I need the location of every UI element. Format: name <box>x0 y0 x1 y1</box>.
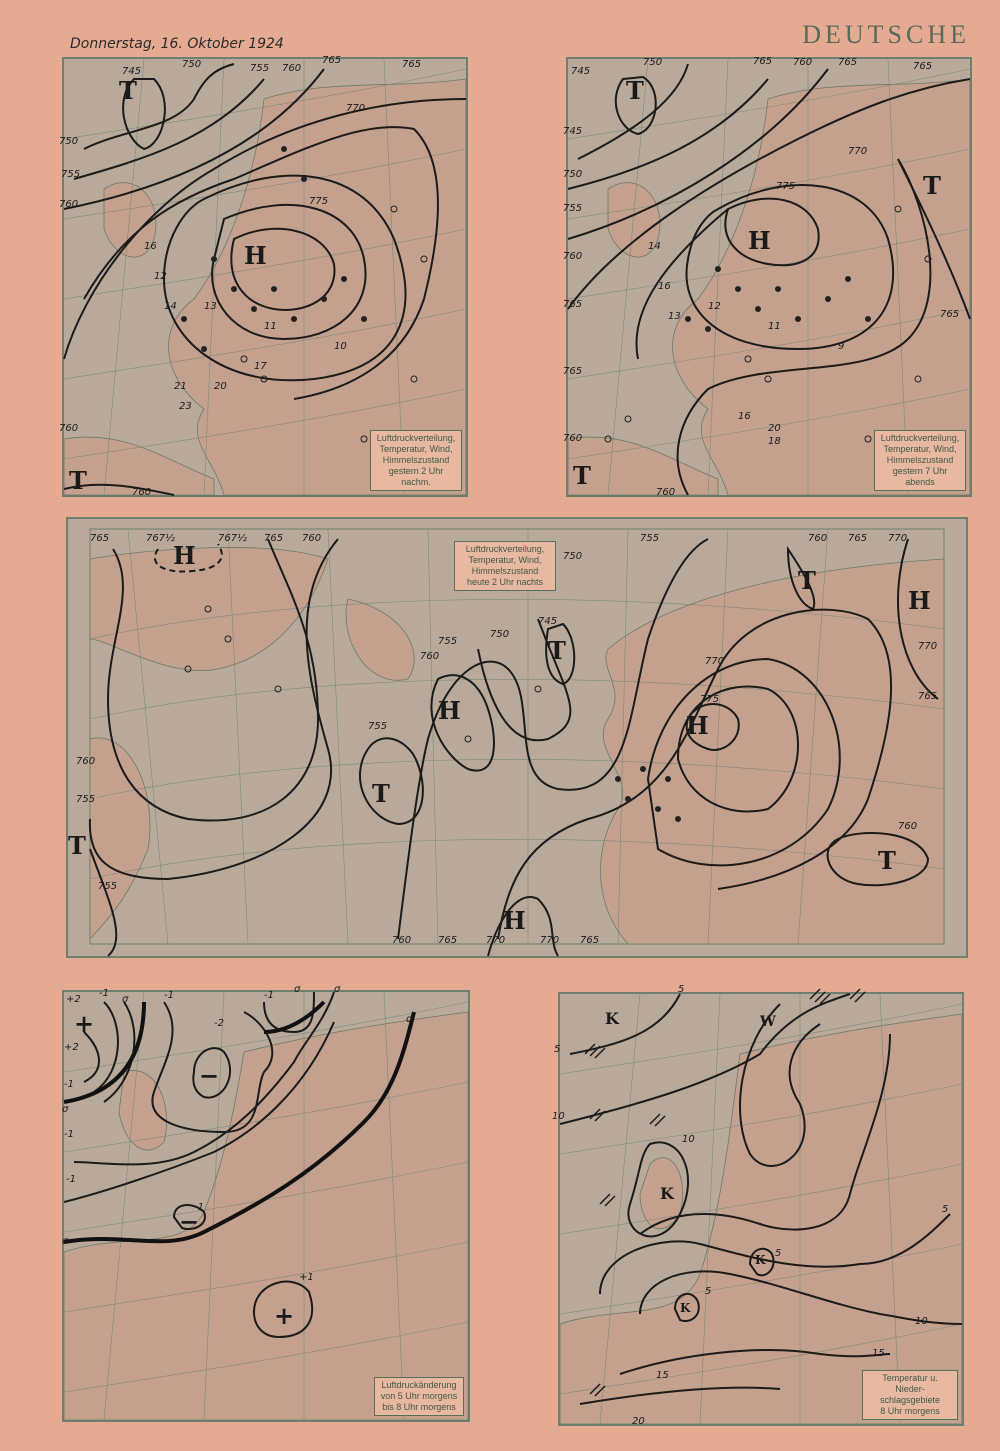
high-pressure-center: H <box>503 906 526 935</box>
svg-text:770: 770 <box>705 656 725 667</box>
svg-text:767½: 767½ <box>218 533 247 544</box>
cold-center: K <box>660 1184 674 1203</box>
weather-map-evening <box>563 56 972 498</box>
svg-text:17: 17 <box>254 361 267 372</box>
low-pressure-center: T <box>878 846 896 875</box>
svg-text:770: 770 <box>486 935 506 946</box>
svg-text:5: 5 <box>775 1248 782 1259</box>
svg-text:770: 770 <box>848 146 868 157</box>
map-caption: Luftdruckverteilung, Temperatur, Wind, Himmelszustand gestern 2 Uhr nachm. <box>370 430 462 491</box>
svg-text:750: 750 <box>563 551 583 562</box>
high-pressure-center: H <box>438 696 461 725</box>
svg-text:745: 745 <box>538 616 558 627</box>
cold-center: K <box>755 1253 766 1267</box>
svg-text:11: 11 <box>264 321 277 332</box>
low-pressure-center: T <box>119 76 137 105</box>
svg-text:760: 760 <box>392 935 412 946</box>
svg-text:-1: -1 <box>66 1174 76 1185</box>
svg-text:765: 765 <box>918 691 938 702</box>
svg-text:20: 20 <box>214 381 227 392</box>
map5-drawing <box>552 984 962 1427</box>
svg-text:765: 765 <box>753 56 773 67</box>
low-pressure-center: T <box>798 566 816 595</box>
svg-text:-1: -1 <box>164 990 174 1001</box>
positive-change-sign: + <box>274 1301 295 1330</box>
weather-map-night-atlantic <box>66 517 968 958</box>
svg-text:10: 10 <box>682 1134 695 1145</box>
high-pressure-center: H <box>244 241 267 270</box>
svg-text:760: 760 <box>808 533 828 544</box>
svg-text:770: 770 <box>918 641 938 652</box>
svg-text:σ: σ <box>62 1104 69 1115</box>
svg-text:10: 10 <box>915 1316 928 1327</box>
svg-text:750: 750 <box>182 59 202 70</box>
svg-text:750: 750 <box>643 57 663 68</box>
svg-text:755: 755 <box>438 636 458 647</box>
high-pressure-center: H <box>173 541 196 570</box>
svg-text:745: 745 <box>571 66 591 77</box>
map-caption: Temperatur u. Nieder- schlagsgebiete 8 Uhr morgens <box>862 1370 958 1420</box>
svg-text:5: 5 <box>678 984 685 995</box>
svg-text:16: 16 <box>144 241 157 252</box>
low-pressure-center: T <box>626 76 644 105</box>
svg-text:20: 20 <box>768 423 781 434</box>
svg-text:11: 11 <box>768 321 781 332</box>
svg-text:13: 13 <box>204 301 217 312</box>
svg-text:755: 755 <box>368 721 388 732</box>
svg-text:13: 13 <box>668 311 681 322</box>
svg-text:23: 23 <box>179 401 192 412</box>
svg-text:755: 755 <box>76 794 96 805</box>
svg-text:775: 775 <box>776 181 796 192</box>
svg-text:765: 765 <box>848 533 868 544</box>
svg-text:760: 760 <box>282 63 302 74</box>
svg-text:10: 10 <box>552 1111 565 1122</box>
svg-text:-1: -1 <box>194 1202 204 1213</box>
high-pressure-center: H <box>748 226 771 255</box>
svg-text:765: 765 <box>322 55 342 66</box>
svg-text:15: 15 <box>872 1348 885 1359</box>
svg-text:+2: +2 <box>64 1042 79 1053</box>
low-pressure-center: T <box>923 171 941 200</box>
svg-text:760: 760 <box>898 821 918 832</box>
svg-text:745: 745 <box>122 66 142 77</box>
low-pressure-center: T <box>548 636 566 665</box>
svg-text:765: 765 <box>264 533 284 544</box>
svg-text:760: 760 <box>656 487 676 498</box>
svg-text:750: 750 <box>59 136 79 147</box>
svg-text:755: 755 <box>98 881 118 892</box>
svg-text:765: 765 <box>402 59 422 70</box>
svg-text:5: 5 <box>942 1204 949 1215</box>
svg-text:σ: σ <box>122 994 129 1005</box>
svg-text:745: 745 <box>563 126 583 137</box>
svg-text:770: 770 <box>888 533 908 544</box>
pressure-change-map <box>62 984 470 1422</box>
svg-text:760: 760 <box>59 423 79 434</box>
map-caption: Luftdruckverteilung, Temperatur, Wind, Himmelszustand gestern 7 Uhr abends <box>874 430 966 491</box>
svg-text:760: 760 <box>420 651 440 662</box>
temperature-precipitation-map <box>552 984 964 1427</box>
svg-text:14: 14 <box>648 241 661 252</box>
svg-text:760: 760 <box>132 487 152 498</box>
cold-center: K <box>680 1301 691 1315</box>
high-pressure-center: H <box>908 586 931 615</box>
svg-text:760: 760 <box>59 199 79 210</box>
svg-text:5: 5 <box>705 1286 712 1297</box>
svg-text:750: 750 <box>563 169 583 180</box>
svg-text:760: 760 <box>563 251 583 262</box>
low-pressure-center: T <box>69 466 87 495</box>
negative-change-sign: − <box>199 1061 220 1090</box>
svg-text:750: 750 <box>490 629 510 640</box>
svg-text:16: 16 <box>658 281 671 292</box>
svg-text:12: 12 <box>154 271 167 282</box>
svg-text:16: 16 <box>738 411 751 422</box>
svg-text:15: 15 <box>656 1370 669 1381</box>
svg-text:760: 760 <box>793 57 813 68</box>
low-pressure-center: T <box>68 831 86 860</box>
svg-text:-1: -1 <box>64 1079 74 1090</box>
svg-text:760: 760 <box>302 533 322 544</box>
svg-text:765: 765 <box>940 309 960 320</box>
svg-text:-2: -2 <box>214 1018 224 1029</box>
low-pressure-center: T <box>573 461 591 490</box>
svg-text:-1: -1 <box>64 1129 74 1140</box>
map-caption: Luftdruckänderung von 5 Uhr morgens bis 8 Uhr morgens <box>374 1377 464 1416</box>
svg-text:20: 20 <box>632 1416 645 1427</box>
weather-map-afternoon <box>59 55 468 498</box>
high-pressure-center: H <box>686 711 709 740</box>
svg-text:755: 755 <box>250 63 270 74</box>
svg-text:σ: σ <box>334 984 341 995</box>
negative-change-sign: − <box>179 1207 200 1236</box>
svg-text:770: 770 <box>346 103 366 114</box>
svg-text:760: 760 <box>76 756 96 767</box>
svg-text:10: 10 <box>334 341 347 352</box>
masthead: DEUTSCHE <box>802 20 970 49</box>
svg-text:765: 765 <box>563 299 583 310</box>
svg-text:765: 765 <box>90 533 110 544</box>
svg-text:765: 765 <box>580 935 600 946</box>
svg-text:-1: -1 <box>264 990 274 1001</box>
svg-text:775: 775 <box>309 196 329 207</box>
svg-text:21: 21 <box>174 381 187 392</box>
svg-text:760: 760 <box>563 433 583 444</box>
svg-text:770: 770 <box>540 935 560 946</box>
svg-text:14: 14 <box>164 301 177 312</box>
handwritten-date: Donnerstag, 16. Oktober 1924 <box>70 36 284 52</box>
svg-text:σ: σ <box>406 1014 413 1025</box>
svg-text:12: 12 <box>708 301 721 312</box>
svg-text:755: 755 <box>563 203 583 214</box>
svg-text:765: 765 <box>563 366 583 377</box>
svg-text:765: 765 <box>838 57 858 68</box>
low-pressure-center: T <box>372 779 390 808</box>
positive-change-sign: + <box>74 1009 95 1038</box>
svg-text:+1: +1 <box>299 1272 314 1283</box>
warm-center: W <box>760 1014 776 1030</box>
svg-text:767½: 767½ <box>146 533 175 544</box>
svg-text:5: 5 <box>554 1044 561 1055</box>
cold-center: K <box>605 1009 619 1028</box>
svg-text:σ: σ <box>294 984 301 995</box>
svg-text:18: 18 <box>768 436 781 447</box>
svg-text:755: 755 <box>61 169 81 180</box>
svg-text:-1: -1 <box>99 988 109 999</box>
svg-text:755: 755 <box>640 533 660 544</box>
svg-text:σ: σ <box>62 1236 69 1247</box>
svg-text:+2: +2 <box>66 994 81 1005</box>
svg-text:9: 9 <box>838 341 845 352</box>
svg-text:775: 775 <box>700 694 720 705</box>
svg-text:765: 765 <box>913 61 933 72</box>
map-caption: Luftdruckverteilung, Temperatur, Wind, Himmelszustand heute 2 Uhr nachts <box>454 541 556 591</box>
map4-drawing <box>62 984 468 1420</box>
svg-text:765: 765 <box>438 935 458 946</box>
